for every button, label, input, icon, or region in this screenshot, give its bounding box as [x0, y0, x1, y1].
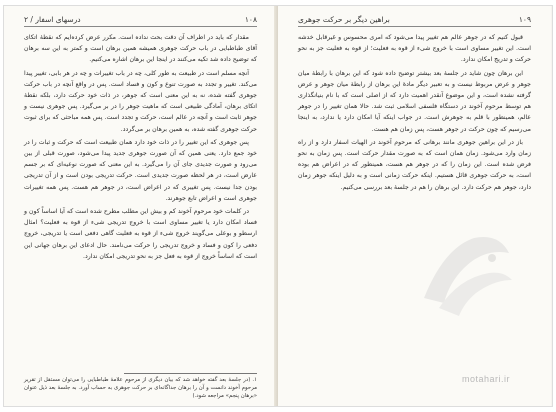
- left-page: [4, 6, 278, 406]
- footnote-divider: [124, 373, 257, 374]
- right-page-title: براهین دیگر بر حرکت جوهری: [298, 15, 390, 24]
- left-page-header: [24, 14, 257, 27]
- book-spread: [4, 6, 552, 406]
- left-page-footnote: ۱. (در جلسهٔ بعد گفته خواهد شد که بیان دیگری از مرحوم علامهٔ طباطبایی را می‌توان مستقل از تقریر مرحوم آخوند دانست و آن را برهان جداگانه‌ای بر حرکت جوهری به حساب آورد. به جلسهٔ بعد ذیل عنوان «برهان پنجم» مراجعه شود.): [24, 377, 257, 399]
- left-page-title: درسهای اسفار / ۲: [24, 15, 81, 24]
- right-page-body: [298, 32, 531, 195]
- left-page-body: [24, 32, 257, 264]
- right-paragraph-3: باز در این براهین جوهری مانند برهانی که مرحوم آخوند در الهیات اسفار دارد و از راه زمان وارد می‌شود. زمان همان است که به صورت مقدار حرکت است. پس زمان به نحو فرض شده است. این زمان را که در جوهر هم هست، همینطور که در اعراض هم بوده است، به حرکت جوهری قائل هستیم. اینکه حرکت زمانی است و به دلیل اینکه جوهر زمان دارد، جوهر هم حرکت دارد. این برهان را هم در جلسهٔ بعد بررسی می‌کنیم.: [298, 138, 531, 191]
- watermark-text: motahari.ir: [462, 374, 511, 384]
- right-paragraph-1: قبول کنیم که در جوهر عالم هم تغییر پیدا می‌شود که امری محسوس و غیرقابل خدشه است. این تغییر مساوی است با خروج شیء از قوه به فعلیت؛ از قوه به فعلیت جز به نحو حرکت و تدریج امکان ندارد.: [298, 34, 531, 64]
- right-page-number: ۱۰۹: [518, 15, 531, 24]
- left-paragraph-4: در کلمات خود مرحوم آخوند کم و بیش این مطلب مطرح شده است که آیا اساساً کون و فساد امکان دارد یا تغییر مساوی است با خروج تدریجی شیء از قوه به فعلیت؟ امثال ارسطو و بوعلی می‌گویند خروج شیء از قوه به فعلیت گاهی دفعی است یا تدریجی، خروج دفعی را کون و فساد و خروج تدریجی را حرکت می‌نامند. حال ادعای این برهان جهانی این است که اساساً خروج از قوه به فعل جز به نحو تدریجی امکان ندارد.: [24, 208, 257, 260]
- right-page: [278, 6, 551, 406]
- left-paragraph-3: پس جوهری که این تغییر را در ذات خود دارد همان طبیعت است که حرکت و ثبات را در خود جمع دارد. یعنی همین که آن صورت جوهری جدید پیدا می‌شود، صورت قبلی از بین می‌رود و صورت جدیدی جای آن را می‌گیرد. به این معنی که صورت نوعیه‌ای که بر جسم عارض است، در هر لحظه صورت جدیدی است. حرکت تدریجی بودن است و از آن تدریجی بودن جدا نیست. پس تغییری که در اعراض است، در جوهر هم هست. پس همه تغییرات جوهری است و اعراض تابع جوهرند.: [24, 138, 257, 202]
- left-paragraph-2: آنچه مسلم است در طبیعت به طور کلی، چه در باب تغییرات و چه در هر بابی، تغییر پیدا می‌کند. تغییر و تجدد به صورت تنوع و کون و فساد است. پس در واقع آنچه در باب حرکت جوهری گفته شده، نه به این معنی است که جوهر، در ذات خود حرکت دارد، بلکه نقطهٔ اتکای برهان، آمادگی طبیعی است که ماهیت جوهر را در بر می‌گیرد. پس جوهری نیست و جوهر ثابت است و آنچه در عالم است، حرکت و تجدد است. پس همه مباحثی که برای ثبوت حرکت جوهری گفته شده، به همین برهان بر می‌گردد.: [24, 69, 257, 133]
- left-page-number: ۱۰۸: [244, 15, 257, 24]
- right-paragraph-2: این برهان چون شاید در جلسهٔ بعد بیشتر توضیح داده شود که این برهان با رابطهٔ میان جوهر و عرض مربوط نیست و به تعبیر دیگر مادهٔ این برهان از رابطهٔ میان جوهر و عرض گرفته نشده است، و این موضوع آنقدر اهمیت دارد که از اصلی است که با نام بنیانگذاری هم توسط مرحوم آخوند در دستگاه فلسفی اسلامی ثبت شد. حالا همان تغییر را در جوهر عالم، همینطور با قلم به جوهرش است. در جواب اینکه آیا امکان دارد یا ندارد، به اینجا می‌رسیم که چون حرکت در جوهر هست، پس زمان هم هست.: [298, 69, 531, 133]
- seal-watermark-icon: [404, 208, 524, 328]
- left-paragraph-1: مقدار که باید در اطراف آن دقت بحث نداده است. مکرر عرض کرده‌ایم که نقطهٔ اتکای آقای طباطبایی در باب حرکت جوهری همیشه همین برهان است و کمتر به این سه برهان که توضیح داده شد تکیه می‌کنند در اینجا این برهان اشاره می‌کنیم.: [24, 34, 257, 64]
- right-page-header: [298, 14, 531, 27]
